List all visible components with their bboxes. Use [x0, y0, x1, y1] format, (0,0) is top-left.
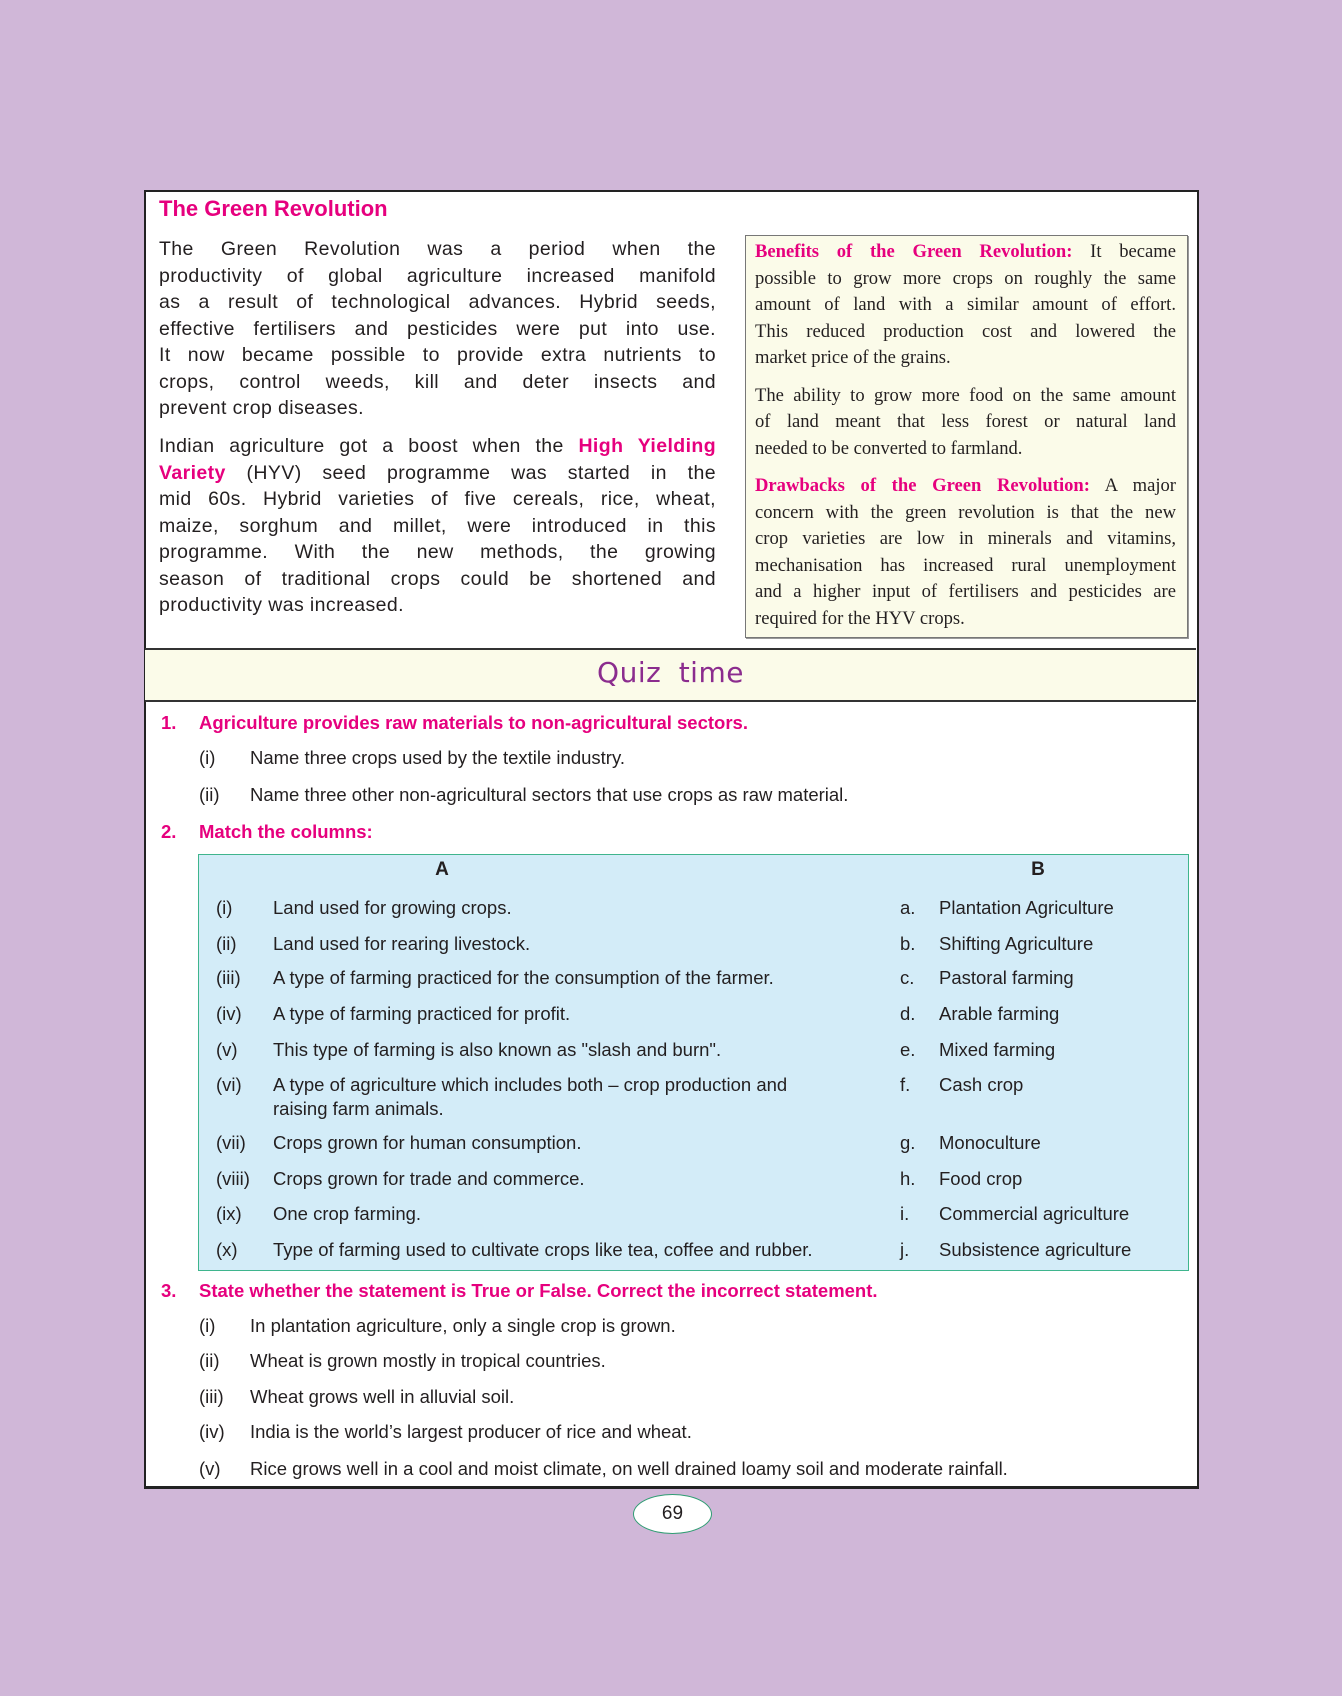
column-b-text: Cash crop: [939, 1074, 1024, 1095]
sub-question-number: (v): [199, 1458, 221, 1479]
paragraph: [755, 383, 1176, 463]
sub-question-text: India is the world’s largest producer of rice and wheat.: [250, 1421, 692, 1442]
text-segment: amount of land with a similar amount of effort.: [755, 294, 1176, 315]
text-line: [755, 606, 1176, 633]
column-a-text: A type of agriculture which includes both – crop production and raising farm animals.: [273, 1074, 788, 1119]
column-a-text: This type of farming is also known as "slash and burn".: [273, 1039, 722, 1060]
text-segment: required for the HYV crops.: [755, 607, 965, 629]
text-line: [159, 316, 716, 343]
column-b-text: Pastoral farming: [939, 967, 1074, 988]
column-a-text: Land used for rearing livestock.: [273, 933, 531, 954]
sub-question-number: (ii): [199, 1350, 220, 1371]
text-line: [755, 409, 1176, 436]
question-text: Agriculture provides raw materials to non-agricultural sectors.: [199, 712, 748, 733]
column-b-text: Monoculture: [939, 1132, 1041, 1153]
quiz-title: Quiz time: [597, 656, 744, 689]
question-number: 1.: [161, 712, 177, 733]
intro-text: [159, 236, 716, 630]
text-line: [159, 513, 716, 540]
text-segment: productivity of global agriculture increased manifold: [159, 264, 716, 287]
text-segment: prevent crop diseases.: [159, 397, 364, 419]
column-b-text: Commercial agriculture: [939, 1203, 1130, 1224]
text-segment: maize, sorghum and millet, were introduced in this: [159, 514, 716, 537]
text-line: [755, 239, 1176, 266]
text-line: [159, 342, 716, 369]
text-segment: mechanisation has increased rural unemployment: [755, 554, 1176, 576]
column-b-letter: e.: [900, 1039, 916, 1060]
text-line: [159, 289, 716, 316]
paragraph: [755, 239, 1176, 372]
text-segment: needed to be converted to farmland.: [755, 437, 1023, 459]
text-segment: effective fertilisers and pesticides were put into use.: [159, 317, 716, 340]
benefits-drawbacks-text: [755, 239, 1176, 643]
text-line: [755, 383, 1176, 410]
text-line: [159, 263, 716, 290]
row-number: (vii): [216, 1132, 246, 1153]
column-b-letter: i.: [900, 1203, 910, 1224]
text-segment: market price of the grains.: [755, 347, 951, 368]
highlighted-term: High Yielding: [578, 435, 717, 457]
text-line: [755, 266, 1176, 293]
text-line: [159, 395, 716, 422]
column-b-letter: f.: [900, 1074, 911, 1095]
column-a-header: A: [435, 859, 449, 880]
text-line: [159, 369, 716, 396]
row-number: (ii): [216, 933, 237, 954]
sub-question-text: Wheat is grown mostly in tropical countries.: [250, 1350, 606, 1371]
section-title: The Green Revolution: [159, 196, 388, 221]
column-b-text: Mixed farming: [939, 1039, 1056, 1060]
text-line: [755, 319, 1176, 346]
column-a-text: One crop farming.: [273, 1203, 422, 1224]
text-line: [755, 526, 1176, 553]
text-segment: programme. With the new methods, the growing: [159, 541, 716, 563]
text-line: [755, 579, 1176, 606]
text-line: [159, 486, 716, 513]
row-number: (iii): [216, 967, 241, 988]
column-b-header: B: [1031, 859, 1045, 880]
text-line: [159, 236, 716, 263]
paragraph: [159, 236, 716, 422]
sub-question-number: (iii): [199, 1386, 224, 1407]
column-a-text: Crops grown for trade and commerce.: [273, 1168, 585, 1189]
text-line: [159, 566, 716, 593]
column-a-text: A type of farming practiced for profit.: [273, 1003, 571, 1024]
question-number: 2.: [161, 821, 177, 842]
text-segment: This reduced production cost and lowered the: [755, 320, 1176, 342]
text-line: [159, 460, 716, 487]
bottom-edge: [0, 1696, 1342, 1702]
column-b-text: Shifting Agriculture: [939, 933, 1094, 954]
text-line: [755, 473, 1176, 500]
text-segment: (HYV) seed programme was started in the: [225, 461, 716, 484]
text-line: [755, 292, 1176, 319]
text-segment: The Green Revolution was a period when the: [159, 238, 716, 260]
sub-question-number: (i): [199, 1315, 216, 1336]
row-number: (x): [216, 1239, 238, 1260]
text-segment: It became: [1072, 241, 1176, 262]
text-segment: crops, control weeds, kill and deter insects and: [159, 370, 716, 393]
column-b-letter: d.: [900, 1003, 916, 1024]
text-segment: It now became possible to provide extra nutrients to: [159, 344, 716, 366]
text-line: [755, 345, 1176, 372]
text-segment: The ability to grow more food on the same amount: [755, 384, 1176, 406]
row-number: (vi): [216, 1074, 242, 1095]
text-segment: mid 60s. Hybrid varieties of five cereals, rice, wheat,: [159, 488, 716, 510]
column-b-text: Food crop: [939, 1168, 1023, 1189]
column-b-letter: j.: [900, 1239, 910, 1260]
highlighted-term: Benefits of the Green Revolution:: [755, 241, 1073, 262]
sub-question-number: (i): [199, 747, 216, 768]
question-text: Match the columns:: [199, 821, 373, 842]
text-line: [755, 436, 1176, 463]
text-segment: and a higher input of fertilisers and pesticides are: [755, 581, 1176, 602]
question-text: State whether the statement is True or False. Correct the incorrect statement.: [199, 1280, 878, 1301]
text-segment: Indian agriculture got a boost when the: [159, 435, 579, 457]
column-b-text: Subsistence agriculture: [939, 1239, 1132, 1260]
quiz-header: [145, 648, 1196, 702]
column-a-text: Type of farming used to cultivate crops like tea, coffee and rubber.: [273, 1239, 813, 1260]
column-a-text: Crops grown for human consumption.: [273, 1132, 582, 1153]
column-b-text: Plantation Agriculture: [939, 897, 1114, 918]
highlighted-term: Drawbacks of the Green Revolution:: [755, 475, 1090, 496]
row-number: (i): [216, 897, 233, 918]
question-number: 3.: [161, 1280, 177, 1301]
text-segment: productivity was increased.: [159, 594, 404, 616]
sub-question-text: Wheat grows well in alluvial soil.: [250, 1386, 515, 1407]
column-b-text: Arable farming: [939, 1003, 1060, 1024]
column-b-letter: b.: [900, 933, 916, 954]
text-segment: as a result of technological advances. Hybrid seeds,: [159, 291, 716, 313]
sub-question-text: In plantation agriculture, only a single crop is grown.: [250, 1315, 676, 1336]
column-a-text: A type of farming practiced for the consumption of the farmer.: [273, 967, 774, 988]
text-line: [755, 553, 1176, 580]
paragraph: [159, 433, 716, 619]
row-number: (ix): [216, 1203, 242, 1224]
paragraph: [755, 473, 1176, 632]
sub-question-text: Rice grows well in a cool and moist climate, on well drained loamy soil and moderate rainfall.: [250, 1458, 1008, 1479]
column-b-letter: g.: [900, 1132, 916, 1153]
sub-question-text: Name three crops used by the textile industry.: [250, 747, 625, 768]
text-segment: possible to grow more crops on roughly the same: [755, 267, 1176, 289]
column-b-letter: h.: [900, 1168, 916, 1189]
row-number: (v): [216, 1039, 238, 1060]
row-number: (viii): [216, 1168, 250, 1189]
text-line: [159, 539, 716, 566]
highlighted-term: Variety: [159, 461, 226, 484]
sub-question-text: Name three other non-agricultural sectors that use crops as raw material.: [250, 784, 849, 805]
page-number: 69: [633, 1494, 712, 1534]
text-segment: crop varieties are low in minerals and vitamins,: [755, 528, 1176, 549]
text-segment: A major: [1089, 475, 1177, 496]
text-segment: of land meant that less forest or natural land: [755, 411, 1176, 432]
column-a-text: Land used for growing crops.: [273, 897, 512, 918]
sub-question-number: (iv): [199, 1421, 225, 1442]
column-b-letter: a.: [900, 897, 916, 918]
text-line: [159, 592, 716, 619]
text-segment: concern with the green revolution is that the new: [755, 501, 1176, 523]
text-line: [159, 433, 716, 460]
column-b-letter: c.: [900, 967, 915, 988]
text-line: [755, 500, 1176, 527]
text-segment: season of traditional crops could be shortened and: [159, 567, 716, 590]
sub-question-number: (ii): [199, 784, 220, 805]
row-number: (iv): [216, 1003, 242, 1024]
